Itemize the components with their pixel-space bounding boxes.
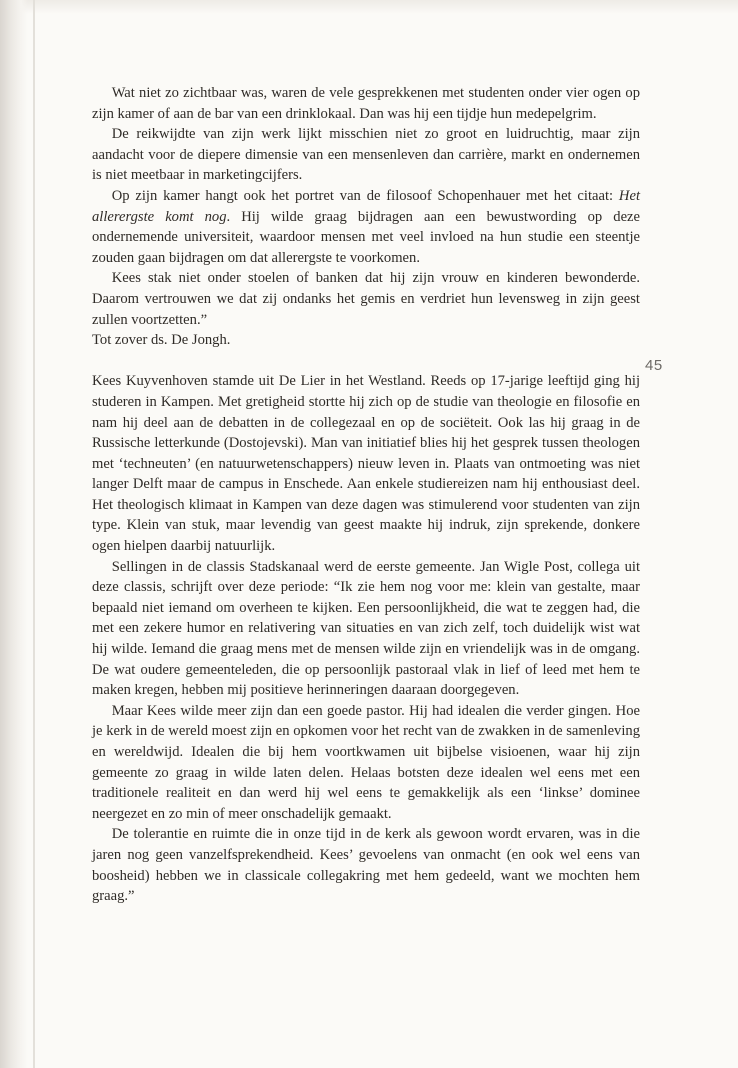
book-spine-shadow (0, 0, 28, 1068)
paragraph-2: De reikwijdte van zijn werk lijkt misschien niet zo groot en luidruchtig, maar zijn aandacht voor de diepere dimensie van een mensenleven dan carrière, markt en ondernemen is niet meetbaar in marketingcijfers. (92, 126, 640, 184)
paragraph-4: Kees stak niet onder stoelen of banken dat hij zijn vrouw en kinderen bewonderde. Daarom vertrouwen we dat zij ondanks het gemis en verdriet hun levensweg in zijn geest zullen voortzetten.” (92, 270, 640, 328)
paragraph-5: Tot zover ds. De Jongh. (92, 332, 231, 349)
paragraph-3-before: Op zijn kamer hangt ook het portret van de filosoof Schopenhauer met het citaat: (111, 187, 619, 204)
paragraph-3 (92, 186, 640, 268)
paragraph-1: Wat niet zo zichtbaar was, waren de vele gesprekkenen met studenten onder vier ogen op zijn kamer of aan de bar van een drinklokaal. Dan was hij een tijdje hun medepelgrim. (92, 85, 640, 122)
page-top-edge (0, 0, 738, 14)
page-number: 45 (645, 357, 663, 374)
book-spine-line (33, 0, 35, 1068)
body-text (92, 83, 640, 907)
paragraph-8: Maar Kees wilde meer zijn dan een goede pastor. Hij had idealen die verder gingen. Hoe je kerk in de wereld moest zijn en opkomen voor het recht van de zwakken in de samenleving en wereldwijd. Idealen die bij hem voortkwamen uit bijbelse visioenen, waar hij zijn gemeente zo graag in wilde laten delen. Helaas botsten deze idealen wel eens met een traditionele realiteit en dan werd hij wel eens te gemakkelijk als een ‘linkse’ dominee neergezet en zo min of meer onschadelijk gemaakt. (92, 702, 640, 822)
paragraph-6: Kees Kuyvenhoven stamde uit De Lier in het Westland. Reeds op 17-jarige leeftijd ging hij studeren in Kampen. Met gretigheid stortte hij zich op de studie van theologie en filosofie en nam hij deel aan de debatten in de collegezaal en op de sociëteit. Ook las hij graag in de Russische letterkunde (Dostojevski). Man van initiatief blies hij het gesprek tussen theologen met ‘techneuten’ (en natuurwetenschappers) nieuw leven in. Plaats van ontmoeting was niet langer Delft maar de campus in Enschede. Aan enkele studiereizen nam hij enthousiast deel. Het theologisch klimaat in Kampen van deze dagen was stimulerend voor studenten van zijn type. Klein van stuk, maar levendig van geest maakte hij indruk, zijn sprekende, donkere ogen hielpen daarbij natuurlijk. (92, 373, 640, 555)
paragraph-3-after: . Hij wilde graag bijdragen aan een bewustwording op deze ondernemende universiteit, waardoor mensen met veel invloed na hun studie een steentje zouden gaan bijdragen om dat allerergste te voorkomen. (92, 208, 641, 266)
paragraph-9: De tolerantie en ruimte die in onze tijd in de kerk als gewoon wordt ervaren, was in die jaren nog geen vanzelfsprekendheid. Kees’ gevoelens van onmacht (en ook wel eens van boosheid) hebben we in classicale collegakring met hem gedeeld, want we mochten hem graag.” (92, 826, 640, 905)
quote-title-italic: Het allerergste komt nog (92, 187, 640, 225)
paragraph-7: Sellingen in de classis Stadskanaal werd de eerste gemeente. Jan Wigle Post, collega uit deze classis, schrijft over deze periode: “Ik zie hem nog voor me: klein van gestalte, maar bepaald niet iemand om overheen te kijken. Een persoonlijkheid, die wat te zeggen had, die met een zekere humor en relativering van situaties en van zich zelf, toch duidelijk wist wat hij wilde. Iemand die graag mens met de mensen wilde zijn en vriendelijk was in de omgang. De wat oudere gemeenteleden, die op persoonlijk pastoraal vlak in lief of leed met hem te maken kregen, hebben mij positieve herinneringen daaraan doorgegeven. (92, 558, 640, 699)
